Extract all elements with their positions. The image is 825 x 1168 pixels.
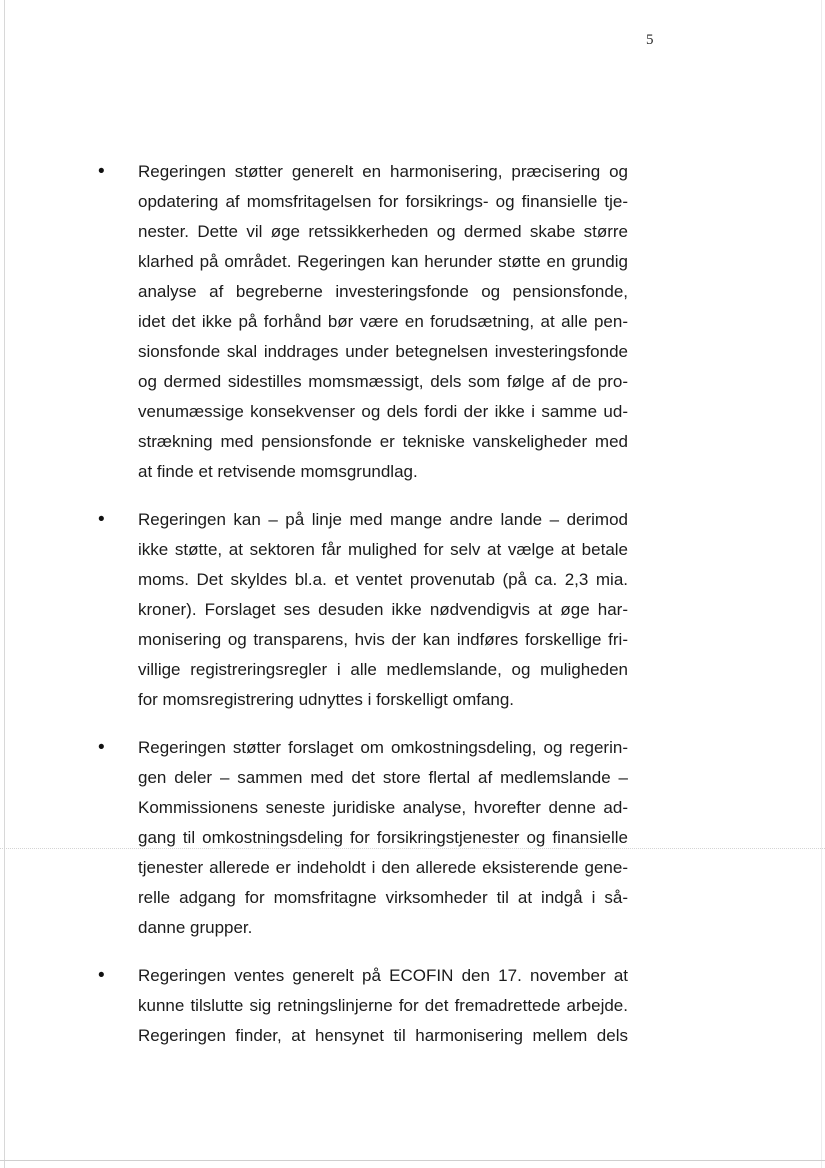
text-line: gang til omkostningsdeling for forsikringstjenester og finansielle: [138, 828, 628, 847]
text-line: danne grupper.: [138, 918, 253, 937]
text-line: idet det ikke på forhånd bør være en forudsætning, at alle pen-: [138, 312, 628, 331]
text-line: gen deler – sammen med det store flertal af medlemslande –: [138, 768, 628, 787]
bullet-icon: •: [98, 161, 105, 182]
bullet-item: [0, 961, 825, 1051]
document-body: [0, 157, 825, 1069]
text-line: venumæssige konsekvenser og dels fordi der ikke i samme ud-: [138, 402, 628, 421]
text-line: Regeringen finder, at hensynet til harmonisering mellem dels: [138, 1026, 628, 1045]
text-line: for momsregistrering udnyttes i forskelligt omfang.: [138, 690, 515, 709]
text-line: kunne tilslutte sig retningslinjerne for det fremadrettede arbejde.: [138, 996, 628, 1015]
bullet-item: [0, 505, 825, 715]
text-line: kroner). Forslaget ses desuden ikke nødvendigvis at øge har-: [138, 600, 628, 619]
bullet-icon: •: [98, 509, 105, 530]
text-line: analyse af begreberne investeringsfonde og pensionsfonde,: [138, 282, 628, 301]
text-line: klarhed på området. Regeringen kan herunder støtte en grundig: [138, 252, 628, 271]
text-line: Regeringen kan – på linje med mange andre lande – derimod: [138, 510, 628, 529]
text-line: Regeringen ventes generelt på ECOFIN den 17. november at: [138, 966, 628, 985]
text-line: Kommissionens seneste juridiske analyse, hvorefter denne ad-: [138, 798, 628, 817]
text-line: Regeringen støtter generelt en harmonisering, præcisering og: [138, 162, 628, 181]
text-line: at finde et retvisende momsgrundlag.: [138, 462, 418, 481]
bullet-icon: •: [98, 737, 105, 758]
scan-bottom-edge: [0, 1160, 825, 1161]
text-line: og dermed sidestilles momsmæssigt, dels som følge af de pro-: [138, 372, 628, 391]
text-line: strækning med pensionsfonde er tekniske vanskeligheder med: [138, 432, 628, 451]
bullet-item: [0, 157, 825, 487]
text-line: tjenester allerede er indeholdt i den allerede eksisterende gene-: [138, 858, 628, 877]
page-number: 5: [646, 32, 654, 48]
paragraph: [138, 505, 628, 715]
text-line: moms. Det skyldes bl.a. et ventet provenutab (på ca. 2,3 mia.: [138, 570, 628, 589]
paragraph: [138, 733, 628, 943]
text-line: relle adgang for momsfritagne virksomheder til at indgå i så-: [138, 888, 628, 907]
paragraph: [138, 157, 628, 487]
text-line: monisering og transparens, hvis der kan indføres forskellige fri-: [138, 630, 628, 649]
text-line: Regeringen støtter forslaget om omkostningsdeling, og regerin-: [138, 738, 628, 757]
text-line: villige registreringsregler i alle medlemslande, og muligheden: [138, 660, 628, 679]
paragraph: [138, 961, 628, 1051]
text-line: sionsfonde skal inddrages under betegnelsen investeringsfonde: [138, 342, 628, 361]
bullet-icon: •: [98, 965, 105, 986]
bullet-item: [0, 733, 825, 943]
text-line: ikke støtte, at sektoren får mulighed for selv at vælge at betale: [138, 540, 628, 559]
text-line: opdatering af momsfritagelsen for forsikrings- og finansielle tje-: [138, 192, 628, 211]
text-line: nester. Dette vil øge retssikkerheden og dermed skabe større: [138, 222, 628, 241]
